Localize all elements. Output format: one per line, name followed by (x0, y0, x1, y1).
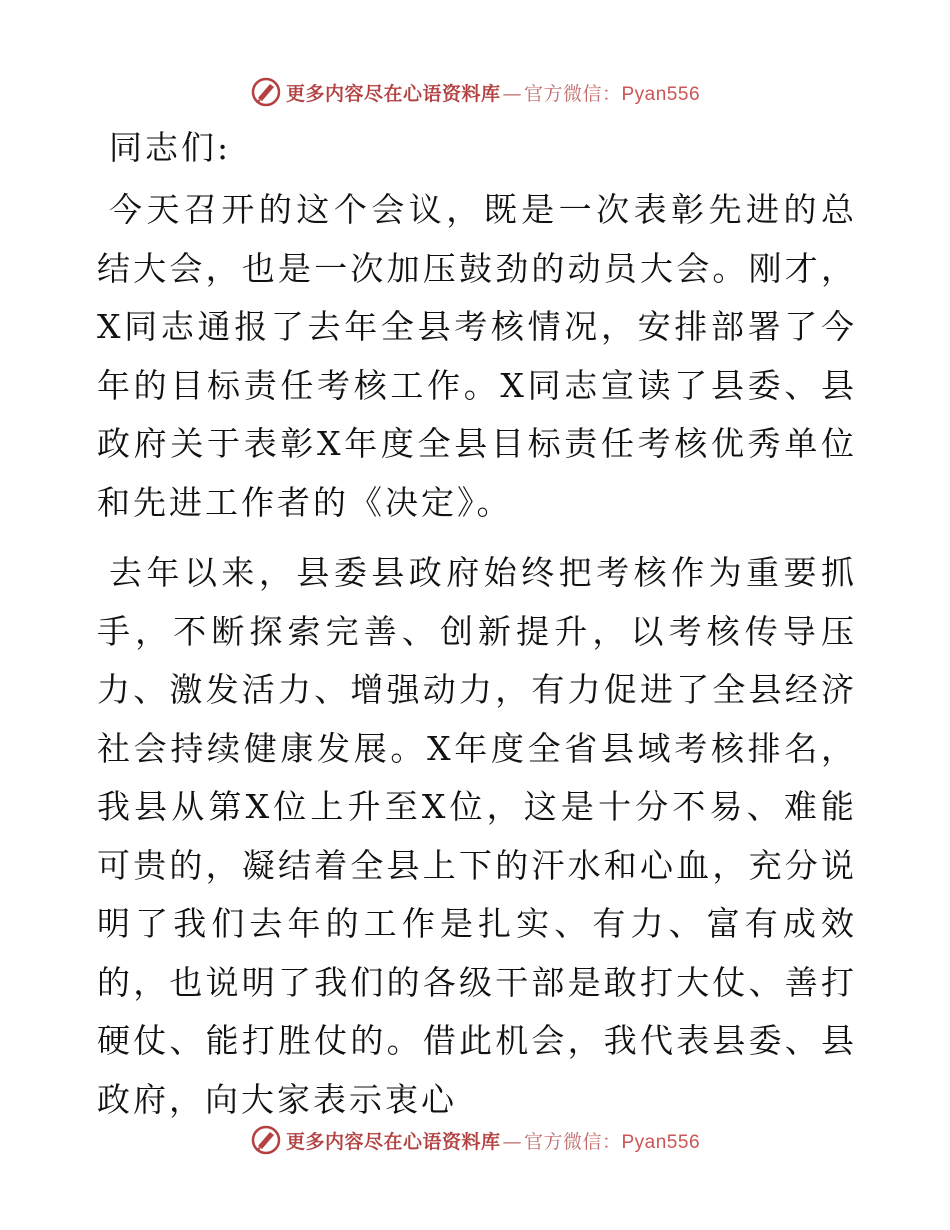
paragraph-1: 今天召开的这个会议，既是一次表彰先进的总结大会，也是一次加压鼓劲的动员大会。刚才，X同志通报了去年全县考核情况，安排部署了今年的目标责任考核工作。X同志宣读了县委、县政府关于表彰X年度全县目标责任考核优秀单位和先进工作者的《决定》。 (97, 190, 857, 522)
separator: — (502, 82, 522, 105)
watermark-text (286, 79, 700, 106)
watermark-text (286, 1127, 700, 1154)
brand-name: 更多内容尽在心语资料库 (285, 82, 501, 105)
separator: — (502, 1130, 522, 1153)
official-label: 官方微信： (523, 82, 622, 105)
footer-watermark (0, 1120, 950, 1160)
official-label: 官方微信： (523, 1130, 622, 1153)
paragraph-2: 去年以来，县委县政府始终把考核作为重要抓手，不断探索完善、创新提升，以考核传导压力、激发活力、增强动力，有力促进了全县经济社会持续健康发展。X年度全省县域考核排名，我县从第X位上升至X位，这是十分不易、难能可贵的，凝结着全县上下的汗水和心血，充分说明了我们去年的工作是扎实、有力、富有成效的，也说明了我们的各级干部是敢打大仗、善打硬仗、能打胜仗的。借此机会，我代表县委、县政府，向大家表示衷心 (97, 553, 857, 1119)
logo-icon (250, 76, 282, 108)
logo-icon (250, 1124, 282, 1156)
greeting: 同志们: (109, 128, 232, 167)
wechat-id: Pyan556 (621, 83, 701, 105)
document-body (97, 123, 857, 1141)
header-watermark (0, 72, 950, 112)
wechat-id: Pyan556 (621, 1131, 701, 1153)
brand-name: 更多内容尽在心语资料库 (285, 1130, 501, 1153)
